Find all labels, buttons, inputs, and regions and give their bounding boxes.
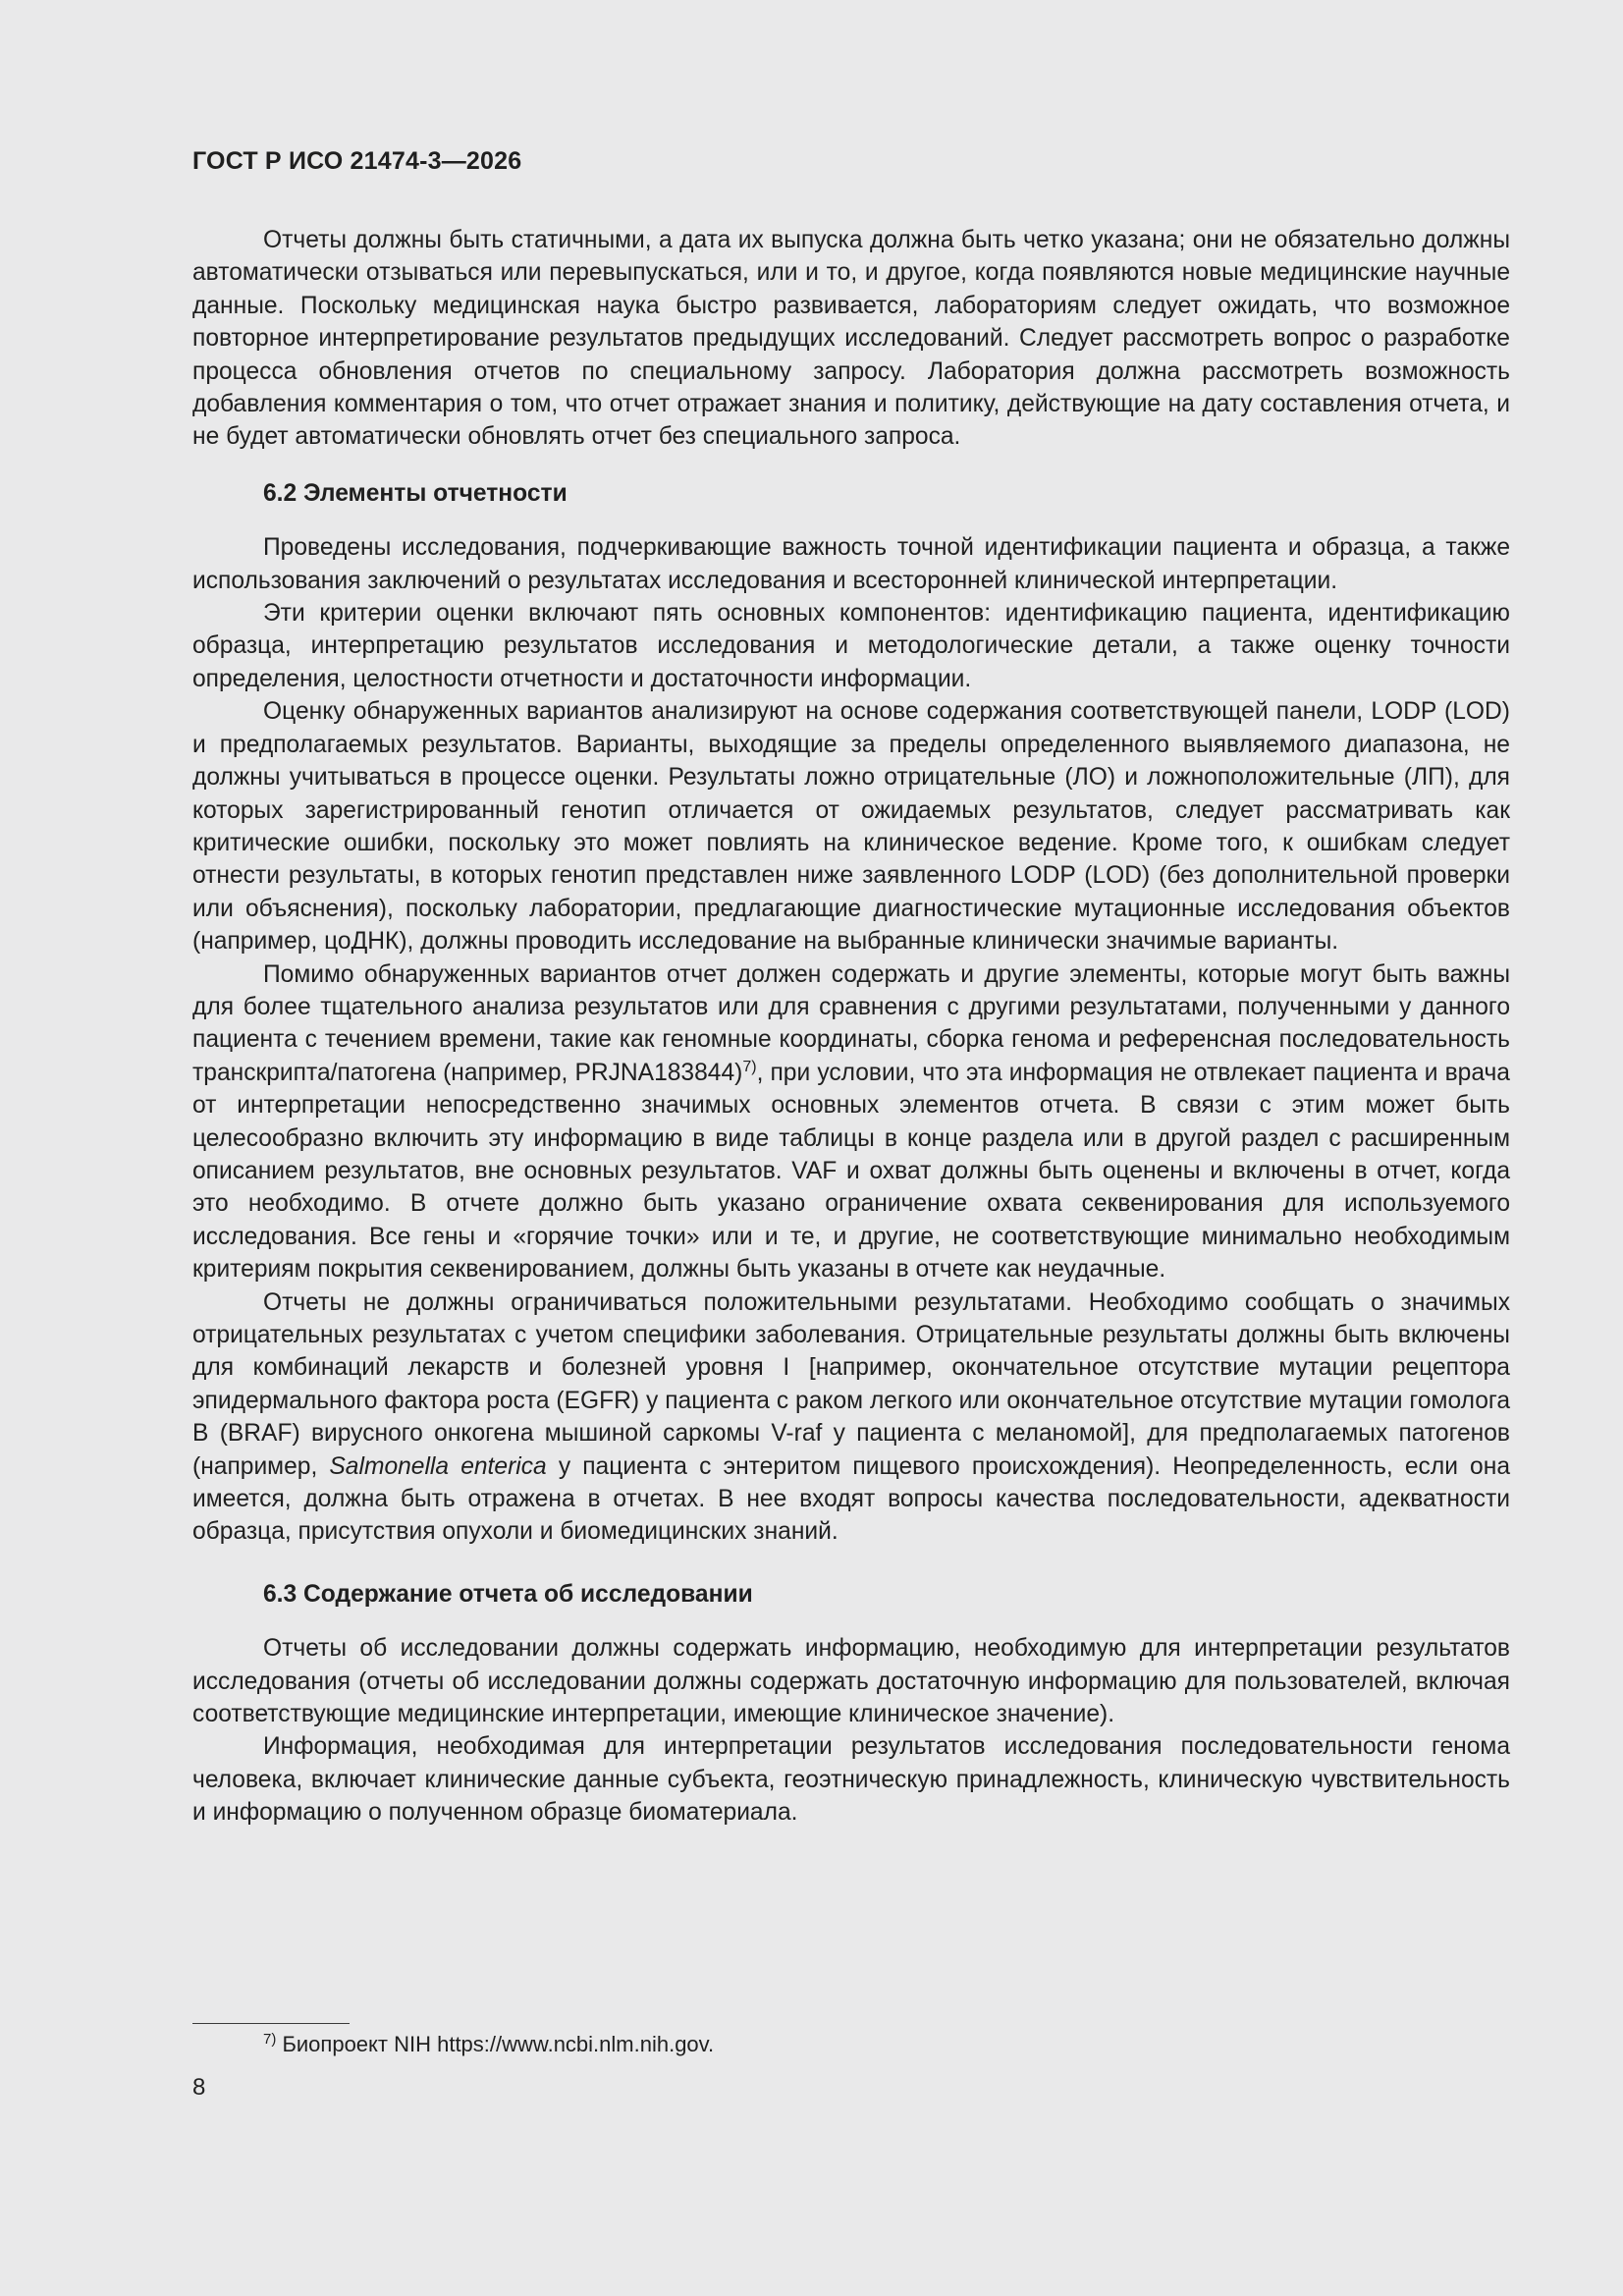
paragraph-6-2-5 <box>192 1286 1510 1549</box>
footnote-divider <box>192 2023 350 2024</box>
section-heading-6-3: 6.3 Содержание отчета об исследовании <box>263 1580 753 1608</box>
paragraph-text: Помимо обнаруженных вариантов отчет должен содержать и другие элементы, которые могут быть важны для более тщательного анализа результатов или для сравнения с другими результатами, полученными у данного пациента с течением времени, такие как геномные координаты, сборка генома и референсная последовательность транскрипта/патогена (например, PRJNA183844) <box>192 960 1510 1086</box>
paragraph-6-2-1: Проведены исследования, подчеркивающие важность точной идентификации пациента и образца, а также использования заключений о результатах исследования и всесторонней клинической интерпретации. <box>192 534 1510 594</box>
document-code-header: ГОСТ Р ИСО 21474-3—2026 <box>192 147 522 175</box>
page-content <box>192 224 1510 1830</box>
footnote-mark: 7) <box>263 2031 277 2048</box>
page-number: 8 <box>192 2074 206 2101</box>
section-heading-6-2: 6.2 Элементы отчетности <box>263 479 568 507</box>
footnote-7 <box>192 2030 880 2059</box>
species-name: Salmonella enterica <box>329 1452 547 1480</box>
paragraph-text: у пациента с энтеритом пищевого происхождения). Неопределенность, если она имеется, должна быть отражена в отчетах. В нее входят вопросы качества последовательности, адекватности образца, присутствия опухоли и биомедицинских знаний. <box>192 1452 1510 1546</box>
paragraph-6-3-2: Информация, необходимая для интерпретации результатов исследования последовательности генома человека, включает клинические данные субъекта, геоэтническую принадлежность, клиническую чувствительность и информацию о полученном образце биоматериала. <box>192 1733 1510 1827</box>
paragraph-6-2-2: Эти критерии оценки включают пять основных компонентов: идентификацию пациента, идентификацию образца, интерпретацию результатов исследования и методологические детали, а также оценку точности определения, целостности отчетности и достаточности информации. <box>192 600 1510 692</box>
paragraph-intro: Отчеты должны быть статичными, а дата их выпуска должна быть четко указана; они не обязательно должны автоматически отзываться или перевыпускаться, или и то, и другое, когда появляются новые медицинские научные данные. Поскольку медицинская наука быстро развивается, лабораториям следует ожидать, что возможное повторное интерпретирование результатов предыдущих исследований. Следует рассмотреть вопрос о разработке процесса обновления отчетов по специальному запросу. Лаборатория должна рассмотреть возможность добавления комментария о том, что отчет отражает знания и политику, действующие на дату составления отчета, и не будет автоматически обновлять отчет без специального запроса. <box>192 227 1510 451</box>
footnote-reference: 7) <box>742 1058 757 1075</box>
paragraph-6-2-3: Оценку обнаруженных вариантов анализируют на основе содержания соответствующей панели, LODP (LOD) и предполагаемых результатов. Варианты, выходящие за пределы определенного выявляемого диапазона, не должны учитываться в процессе оценки. Результаты ложно отрицательные (ЛО) и ложноположительные (ЛП), для которых зарегистрированный генотип отличается от ожидаемых результатов, следует рассматривать как критические ошибки, поскольку это может повлиять на клиническое ведение. Кроме того, к ошибкам следует отнести результаты, в которых генотип представлен ниже заявленного LODP (LOD) (без дополнительной проверки или объяснения), поскольку лаборатории, предлагающие диагностические мутационные исследования объектов (например, цоДНК), должны проводить исследование на выбранные клинически значимые варианты. <box>192 698 1510 956</box>
footnote-area <box>192 2023 880 2059</box>
paragraph-text: , при условии, что эта информация не отвлекает пациента и врача от интерпретации непосредственно значимых основных элементов отчета. В связи с этим может быть целесообразно включить эту информацию в виде таблицы в конце раздела или в другой раздел с расширенным описанием результатов, вне основных результатов. VAF и охват должны быть оценены и включены в отчет, когда это необходимо. В отчете должно быть указано ограничение охвата секвенирования для используемого исследования. Все гены и «горячие точки» или и те, и другие, не соответствующие минимально необходимым критериям покрытия секвенированием, должны быть указаны в отчете как неудачные. <box>192 1059 1510 1284</box>
footnote-text: Биопроект NIH https://www.ncbi.nlm.nih.gov. <box>276 2032 715 2056</box>
paragraph-text: Отчеты не должны ограничиваться положительными результатами. Необходимо сообщать о значимых отрицательных результатах с учетом специфики заболевания. Отрицательные результаты должны быть включены для комбинаций лекарств и болезней уровня I [например, окончательное отсутствие мутации рецептора эпидермального фактора роста (EGFR) у пациента с раком легкого или окончательное отсутствие мутации гомолога B (BRAF) вирусного онкогена мышиной саркомы V-raf у пациента с меланомой], для предполагаемых патогенов (например, <box>192 1288 1510 1480</box>
paragraph-6-2-4 <box>192 958 1510 1286</box>
paragraph-6-3-1: Отчеты об исследовании должны содержать информацию, необходимую для интерпретации результатов исследования (отчеты об исследовании должны содержать достаточную информацию для пользователей, включая соответствующие медицинские интерпретации, имеющие клиническое значение). <box>192 1635 1510 1728</box>
